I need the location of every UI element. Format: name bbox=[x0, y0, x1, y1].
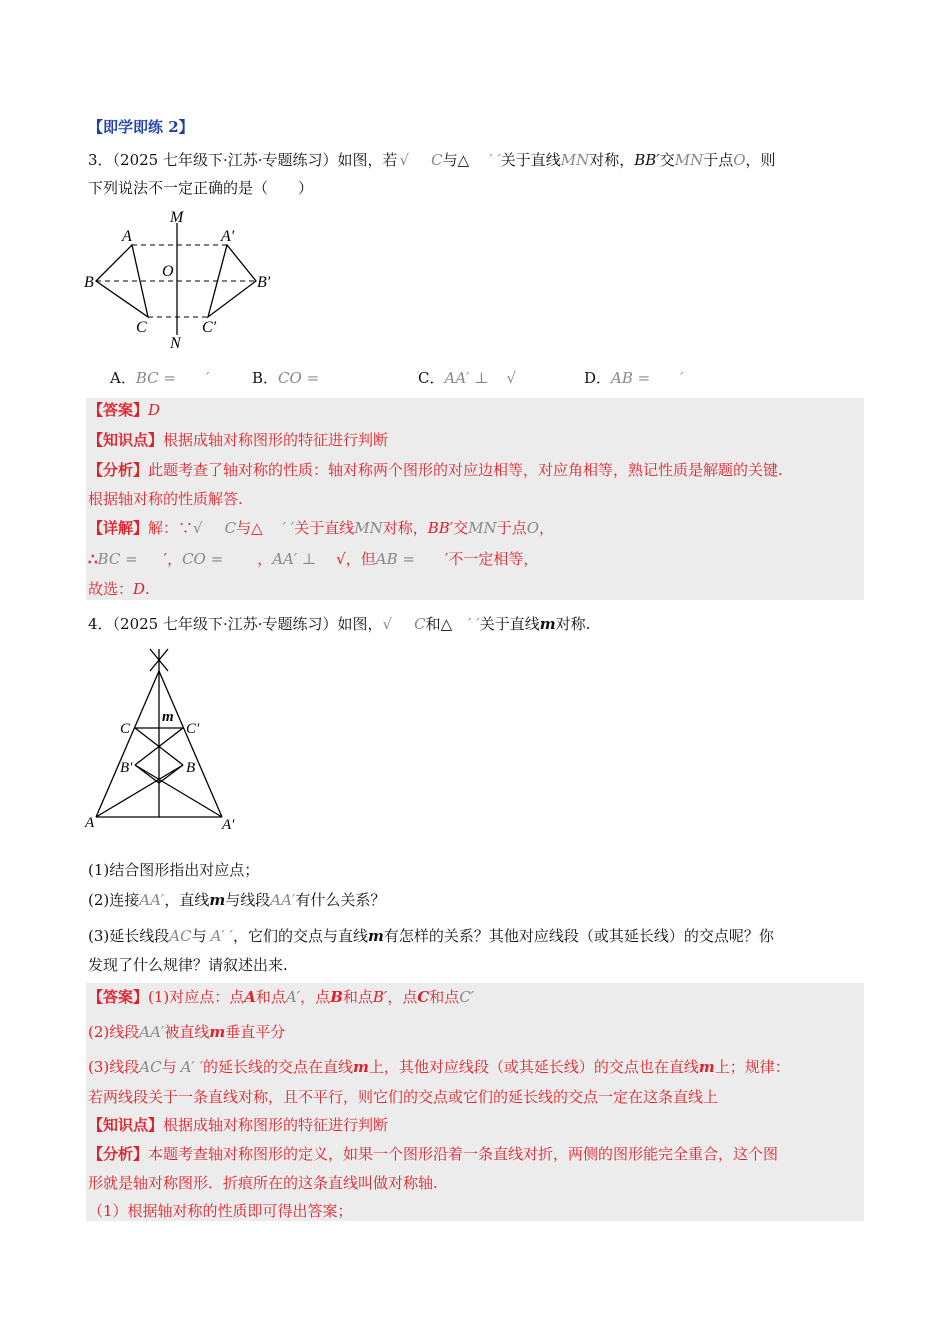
q3-source: （2025 七年级下·江苏·专题练习） bbox=[112, 151, 338, 169]
option-label: B． bbox=[252, 369, 279, 387]
answer-text: 被直线 bbox=[164, 1023, 210, 1041]
q3-option-c[interactable] bbox=[418, 367, 516, 388]
detail-text: ′， bbox=[163, 550, 183, 568]
q4-text: 对称. bbox=[555, 615, 591, 633]
q3-option-d[interactable] bbox=[584, 367, 684, 388]
q4-text: ，直线 bbox=[164, 891, 210, 909]
q3-stem-line1 bbox=[88, 150, 776, 170]
knowledge-tag: 【知识点】 bbox=[88, 431, 164, 449]
detail-text: . bbox=[145, 580, 150, 598]
q3-analysis bbox=[88, 460, 783, 480]
answer-value: D bbox=[148, 401, 161, 419]
q4-math: m bbox=[539, 615, 556, 633]
q4-text: 与线段 bbox=[225, 891, 271, 909]
answer-text: (2)线段 bbox=[88, 1023, 140, 1041]
knowledge-text: 根据成轴对称图形的特征进行判断 bbox=[163, 1116, 389, 1134]
q4-math: m bbox=[368, 927, 384, 945]
answer-text: B bbox=[330, 988, 343, 1006]
q4-analysis-line2: 形就是轴对称图形．折痕所在的这条直线叫做对称轴. bbox=[88, 1174, 438, 1192]
q3-detail-line2 bbox=[88, 549, 538, 569]
label-B: B bbox=[186, 760, 196, 776]
q4-answer2 bbox=[88, 1022, 285, 1042]
answer-math: B′ bbox=[372, 988, 388, 1006]
detail-math: BC = bbox=[97, 550, 138, 568]
option-label: C． bbox=[418, 369, 445, 387]
answer-text: (3)线段 bbox=[88, 1058, 140, 1076]
option-text: ′ bbox=[205, 369, 210, 387]
q3-option-a[interactable] bbox=[110, 367, 209, 388]
q4-figure bbox=[82, 643, 252, 843]
label-O: O bbox=[162, 263, 174, 280]
detail-text: 故选： bbox=[88, 580, 134, 598]
analysis-text: 本题考查轴对称图形的定义，如果一个图形沿着一条直线对折，两侧的图形能完全重合，这个图 bbox=[148, 1145, 779, 1163]
detail-math: MN bbox=[468, 519, 497, 537]
analysis-text: 此题考查了轴对称的性质：轴对称两个图形的对应边相等，对应角相等，熟记性质是解题的关键. bbox=[148, 461, 783, 479]
analysis-tag: 【分析】 bbox=[88, 461, 149, 479]
q3-text: 与△ bbox=[442, 151, 470, 169]
q4-answer1 bbox=[88, 987, 474, 1007]
label-B-prime: B′ bbox=[257, 274, 271, 291]
q4-knowledge bbox=[88, 1115, 388, 1135]
detail-text: 对称， bbox=[382, 519, 428, 537]
label-B: B bbox=[84, 274, 94, 291]
q3-text: 如图，若 bbox=[337, 151, 398, 169]
q4-text: 与 bbox=[191, 927, 207, 945]
q4-math: ′ ′ bbox=[468, 615, 480, 633]
label-C: C bbox=[120, 721, 131, 737]
q3-analysis-line2: 根据轴对称的性质解答. bbox=[88, 490, 243, 508]
answer-text: 上；规律： bbox=[714, 1058, 790, 1076]
q4-stem bbox=[88, 614, 590, 634]
label-B-prime: B′ bbox=[120, 760, 133, 776]
q4-math: A′ ′ bbox=[210, 927, 233, 945]
detail-text: 交 bbox=[453, 519, 469, 537]
answer-tag: 【答案】 bbox=[88, 401, 149, 419]
detail-math: CO = bbox=[182, 550, 224, 568]
q3-text: 关于直线 bbox=[500, 151, 561, 169]
answer-text: C bbox=[417, 988, 430, 1006]
q3-text: 对称， bbox=[589, 151, 635, 169]
q4-math: C bbox=[414, 615, 426, 633]
detail-text: 不一定相等， bbox=[448, 550, 539, 568]
q3-math: √ bbox=[399, 151, 410, 169]
q3-stem-line2: 下列说法不一定正确的是（ ） bbox=[88, 179, 314, 197]
q4-text: 有怎样的关系？其他对应线段（或其延长线）的交点呢？你 bbox=[383, 927, 774, 945]
label-N: N bbox=[170, 335, 181, 352]
q3-math: C bbox=[431, 151, 443, 169]
q3-answer bbox=[88, 400, 160, 420]
option-text: ′ bbox=[680, 369, 684, 387]
detail-math: C bbox=[224, 519, 237, 537]
answer-text: 和点 bbox=[342, 988, 373, 1006]
q3-figure bbox=[82, 205, 282, 355]
q4-math: AA′ bbox=[139, 891, 165, 909]
detail-text: 解：∵ bbox=[148, 519, 194, 537]
q4-text: 关于直线 bbox=[479, 615, 540, 633]
answer-text: ，点 bbox=[387, 988, 418, 1006]
analysis-tag: 【分析】 bbox=[88, 1145, 149, 1163]
q4-analysis-line3: （1）根据轴对称的性质即可得出答案； bbox=[88, 1202, 353, 1220]
answer-text: 垂直平分 bbox=[225, 1023, 286, 1041]
option-text: AB = bbox=[611, 369, 651, 387]
q3-text: 于点 bbox=[703, 151, 734, 169]
detail-math: ′ ′ bbox=[282, 519, 295, 537]
q3-option-b[interactable] bbox=[252, 367, 319, 388]
answer-text: 上，其他对应线段（或其延长线）的交点也在直线 bbox=[368, 1058, 699, 1076]
detail-math: O bbox=[526, 519, 540, 537]
detail-text: ∴ bbox=[88, 550, 98, 568]
q3-math: MN bbox=[674, 151, 704, 169]
label-A-prime: A′ bbox=[221, 228, 235, 245]
answer-math: C′ bbox=[459, 988, 475, 1006]
q3-math: MN bbox=[560, 151, 590, 169]
detail-tag: 【详解】 bbox=[88, 519, 149, 537]
answer-math: AC bbox=[139, 1058, 162, 1076]
answer-text: 的延长线的交点在直线 bbox=[203, 1058, 354, 1076]
q4-answer3-line2: 若两线段关于一条直线对称，且不平行，则它们的交点或它们的延长线的交点一定在这条直线上 bbox=[88, 1088, 719, 1106]
answer-math: AA′ bbox=[139, 1023, 165, 1041]
detail-math: √ bbox=[193, 519, 203, 537]
label-m: m bbox=[162, 709, 174, 725]
answer-text: A bbox=[244, 988, 256, 1006]
q4-number: 4． bbox=[88, 615, 113, 633]
detail-math: AA′ ⊥ bbox=[272, 550, 317, 568]
option-text: √ bbox=[506, 369, 516, 387]
label-A: A bbox=[85, 815, 95, 831]
q3-knowledge bbox=[88, 430, 388, 450]
answer-text: m bbox=[209, 1023, 226, 1041]
q4-math: m bbox=[209, 891, 226, 909]
q4-text: ，它们的交点与直线 bbox=[233, 927, 369, 945]
label-M: M bbox=[170, 209, 184, 226]
answer-tag: 【答案】 bbox=[88, 988, 149, 1006]
q4-sub3 bbox=[88, 926, 774, 946]
q3-math: BB′ bbox=[634, 151, 660, 169]
detail-text: √，但 bbox=[336, 550, 376, 568]
q3-math: ′ ′ bbox=[489, 151, 501, 169]
answer-text: ，点 bbox=[300, 988, 331, 1006]
q4-math: AC bbox=[169, 927, 192, 945]
q4-sub1: (1)结合图形指出对应点； bbox=[88, 861, 260, 879]
detail-math: AB = bbox=[375, 550, 415, 568]
detail-text: ′ bbox=[444, 550, 449, 568]
option-text: CO = bbox=[278, 369, 320, 387]
detail-text: D bbox=[133, 580, 146, 598]
q4-answer3 bbox=[88, 1057, 790, 1077]
detail-text: 于点 bbox=[496, 519, 527, 537]
q4-text: (3)延长线段 bbox=[88, 927, 170, 945]
q4-text: 如图， bbox=[337, 615, 383, 633]
q3-text: 交 bbox=[659, 151, 675, 169]
q3-number: 3． bbox=[88, 151, 113, 169]
q4-text: 和△ bbox=[425, 615, 453, 633]
q3-math: O bbox=[733, 151, 746, 169]
detail-math: MN bbox=[354, 519, 383, 537]
answer-text: (1)对应点：点 bbox=[148, 988, 245, 1006]
answer-math: A′ ′ bbox=[180, 1058, 203, 1076]
q4-sub2 bbox=[88, 890, 385, 910]
q4-text: (2)连接 bbox=[88, 891, 140, 909]
q4-text: 有什么关系？ bbox=[295, 891, 386, 909]
q3-detail-line3 bbox=[88, 579, 150, 599]
detail-text: 关于直线 bbox=[294, 519, 355, 537]
q3-text: ，则 bbox=[745, 151, 776, 169]
detail-math: BB′ bbox=[427, 519, 454, 537]
q4-math: AA′ bbox=[270, 891, 296, 909]
q4-math: √ bbox=[382, 615, 393, 633]
knowledge-text: 根据成轴对称图形的特征进行判断 bbox=[163, 431, 389, 449]
label-C-prime: C′ bbox=[202, 319, 217, 336]
q4-analysis bbox=[88, 1144, 778, 1164]
answer-text: m bbox=[353, 1058, 369, 1076]
q4-sub3-line2: 发现了什么规律？请叙述出来. bbox=[88, 956, 288, 974]
label-C: C bbox=[136, 319, 147, 336]
answer-text: m bbox=[698, 1058, 715, 1076]
label-A-prime: A′ bbox=[222, 817, 235, 833]
option-label: D． bbox=[584, 369, 612, 387]
answer-text: 和点 bbox=[255, 988, 286, 1006]
label-A: A bbox=[122, 228, 132, 245]
knowledge-tag: 【知识点】 bbox=[88, 1116, 164, 1134]
option-label: A． bbox=[110, 369, 136, 387]
answer-text: 和点 bbox=[429, 988, 460, 1006]
option-text: AA′ ⊥ bbox=[444, 369, 489, 387]
answer-text: 与 bbox=[161, 1058, 177, 1076]
detail-text: ， bbox=[257, 550, 273, 568]
q3-detail bbox=[88, 518, 554, 538]
section-title: 【即学即练 2】 bbox=[88, 118, 194, 136]
detail-text: ， bbox=[539, 519, 555, 537]
answer-math: A′ bbox=[285, 988, 301, 1006]
option-text: BC = bbox=[135, 369, 176, 387]
detail-text: 与△ bbox=[236, 519, 263, 537]
q4-source: （2025 七年级下·江苏·专题练习） bbox=[112, 615, 338, 633]
label-C-prime: C′ bbox=[186, 721, 200, 737]
